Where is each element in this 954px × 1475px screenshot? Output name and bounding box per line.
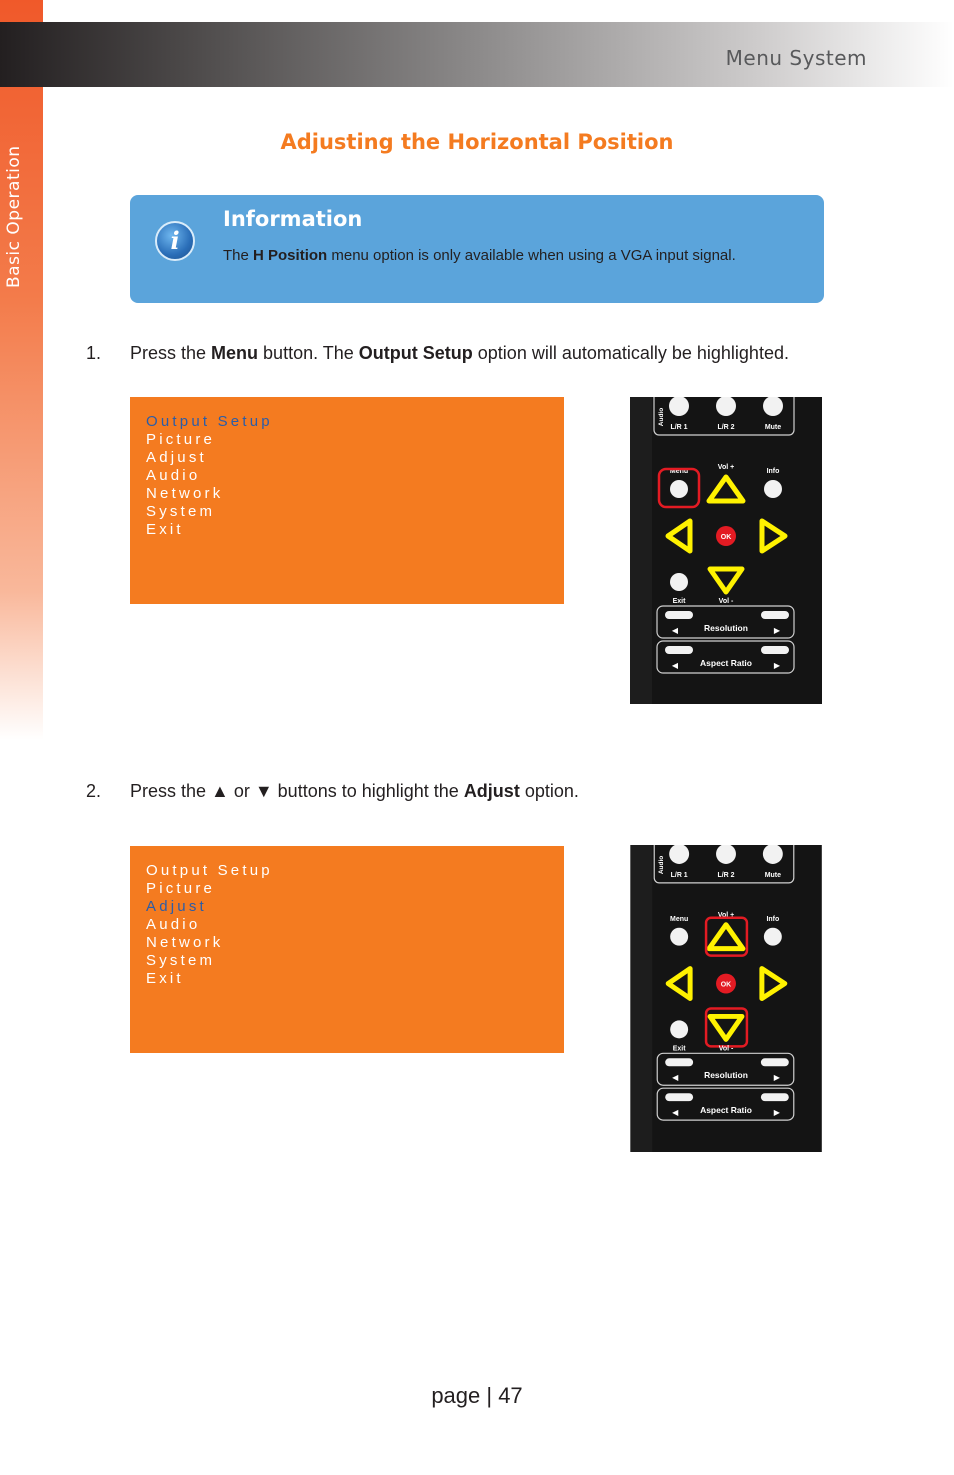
lr2-label: L/R 2 (717, 424, 735, 431)
osd-menu-item-output-setup: Output Setup (146, 413, 273, 430)
resolution-left-icon: ◀ (672, 1073, 679, 1083)
aspect-ratio-left-icon: ◀ (672, 1108, 679, 1118)
ok-label: OK (720, 981, 732, 989)
aspect-ratio-right-button (761, 646, 789, 654)
osd-menu-item-adjust: Adjust (146, 449, 207, 466)
osd-menu-item-picture: Picture (146, 880, 216, 897)
remote-control-2 (630, 845, 822, 1152)
osd-menu-item-exit: Exit (146, 521, 184, 538)
step-text-run: option will automatically be highlighted. (472, 343, 789, 363)
vol-up-label: Vol + (717, 911, 735, 919)
aspect-ratio-left-button (665, 1093, 693, 1101)
resolution-left-button (665, 1058, 693, 1066)
vol-down-label: Vol - (718, 598, 734, 605)
info-label: Info (766, 468, 780, 475)
menu-label: Menu (669, 468, 689, 475)
lr1-label: L/R 1 (670, 871, 688, 879)
osd-menu-list (146, 413, 273, 539)
osd-menu-item-exit: Exit (146, 970, 184, 987)
info-button (764, 480, 782, 498)
osd-menu-item-audio: Audio (146, 467, 201, 484)
info-text-lead: The (223, 247, 254, 264)
info-label: Info (766, 915, 780, 923)
osd-menu-item-picture: Picture (146, 431, 216, 448)
vol-up-label: Vol + (717, 464, 735, 471)
page-number: page | 47 (431, 1383, 523, 1408)
info-title: Information (223, 207, 363, 231)
info-button (764, 928, 782, 946)
osd-menu-item-audio: Audio (146, 916, 201, 933)
aspect-ratio-right-button (761, 1093, 789, 1101)
aspect-ratio-label: Aspect Ratio (700, 1105, 752, 1116)
exit-button (670, 573, 688, 591)
resolution-right-button (761, 1058, 789, 1066)
info-icon: i (155, 221, 195, 261)
aspect-ratio-left-icon: ◀ (671, 661, 679, 670)
step-2 (86, 781, 579, 802)
exit-label: Exit (672, 1045, 686, 1053)
resolution-right-icon: ▶ (773, 1073, 780, 1083)
osd-menu-item-output-setup: Output Setup (146, 862, 273, 879)
resolution-right-button (761, 611, 789, 619)
step-text-run: Press the ▲ or ▼ buttons to highlight the (130, 781, 464, 801)
step-text-run: button. The (258, 343, 359, 363)
mute-label: Mute (764, 871, 781, 879)
osd-menu-1 (130, 397, 564, 604)
menu-button (670, 928, 688, 946)
step-number: 2. (86, 781, 102, 801)
section-title: Adjusting the Horizontal Position (280, 130, 674, 154)
side-tab-label: Basic Operation (4, 145, 24, 288)
osd-menu-2 (130, 846, 564, 1053)
resolution-left-button (665, 611, 693, 619)
aspect-ratio-left-button (665, 646, 693, 654)
resolution-label: Resolution (704, 623, 748, 633)
step-text-bold: Menu (211, 343, 259, 363)
exit-label: Exit (672, 598, 686, 605)
step-text-run: Press the (130, 343, 212, 363)
lr1-label: L/R 1 (670, 424, 688, 431)
aspect-ratio-right-icon: ▶ (773, 1108, 780, 1118)
osd-menu-list (146, 862, 273, 988)
audio-label: Audio (658, 407, 665, 427)
step-text-bold: Adjust (463, 781, 520, 801)
info-text (223, 246, 783, 266)
header-title: Menu System (725, 46, 867, 70)
resolution-label: Resolution (704, 1070, 748, 1081)
mute-label: Mute (764, 424, 782, 431)
osd-menu-item-network: Network (146, 934, 224, 951)
step-1 (86, 343, 789, 364)
resolution-left-icon: ◀ (671, 626, 679, 635)
aspect-ratio-right-icon: ▶ (773, 661, 781, 670)
ok-label: OK (720, 534, 732, 541)
osd-menu-item-system: System (146, 503, 216, 520)
remote-control-1 (630, 397, 822, 704)
step-text-bold: Output Setup (358, 343, 473, 363)
step-text (130, 781, 579, 801)
audio-label: Audio (658, 855, 666, 875)
aspect-ratio-label: Aspect Ratio (700, 658, 752, 668)
osd-menu-item-adjust: Adjust (146, 898, 207, 915)
exit-button (670, 1020, 688, 1038)
info-text-rest: menu option is only available when using a VGA input signal. (327, 247, 736, 264)
resolution-right-icon: ▶ (773, 626, 781, 635)
osd-menu-item-network: Network (146, 485, 224, 502)
step-text (130, 343, 789, 363)
info-text-bold: H Position (253, 247, 328, 264)
osd-menu-item-system: System (146, 952, 216, 969)
info-callout (130, 195, 824, 303)
step-text-run: option. (519, 781, 579, 801)
menu-label: Menu (670, 915, 689, 923)
lr2-label: L/R 2 (717, 871, 735, 879)
menu-button (670, 480, 688, 498)
step-number: 1. (86, 343, 102, 363)
vol-down-label: Vol - (718, 1045, 734, 1053)
